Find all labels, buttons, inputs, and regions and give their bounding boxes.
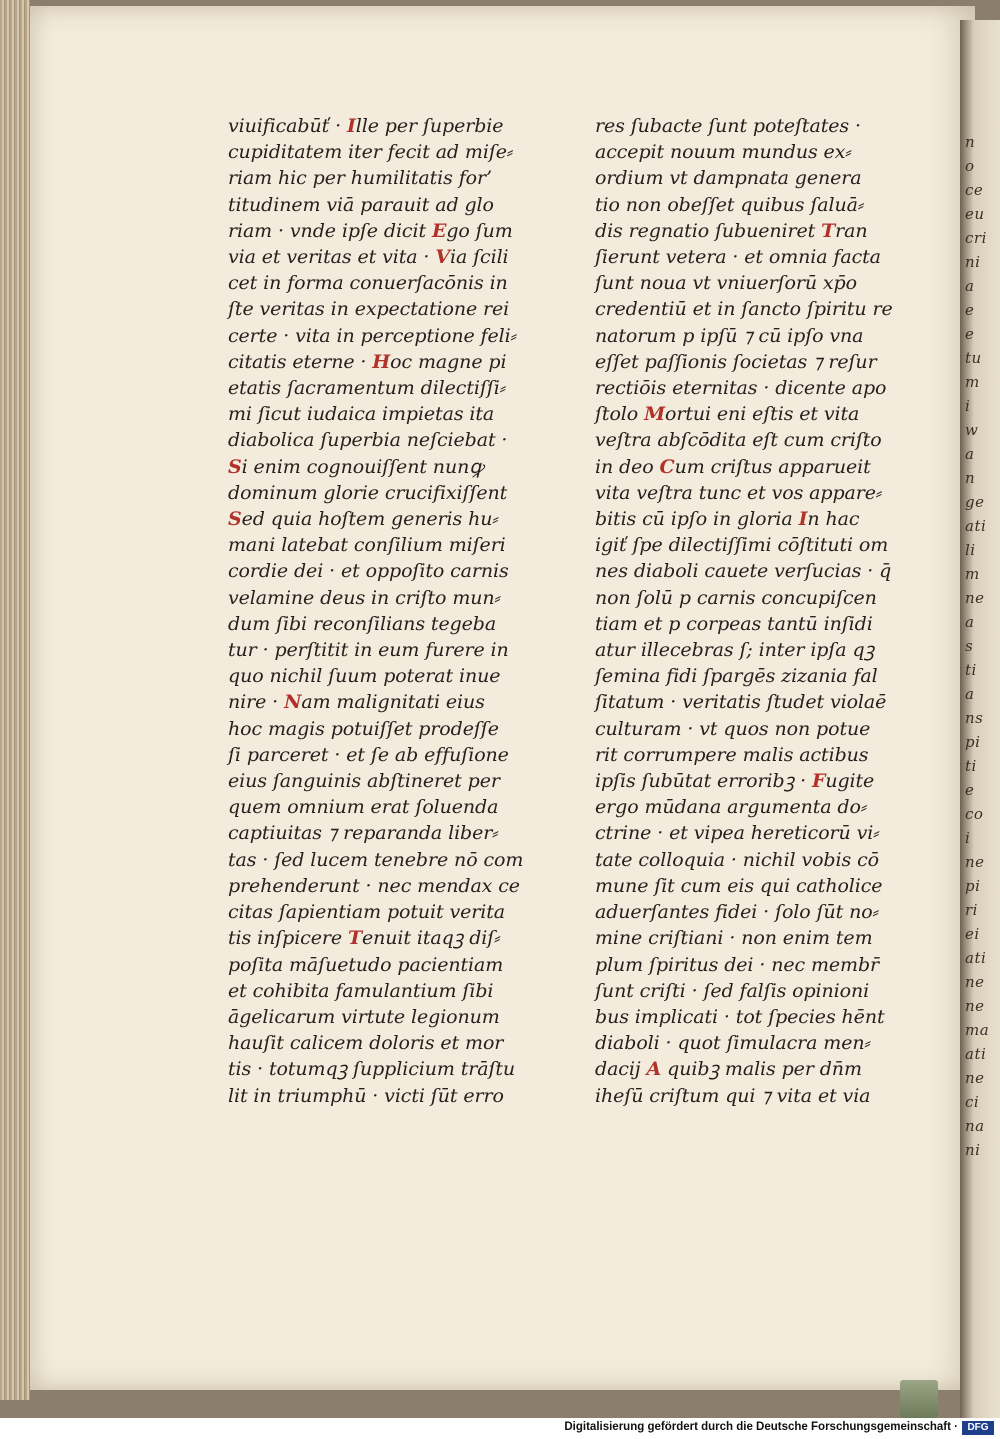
text-line xyxy=(228,192,543,218)
text-segment: ſierunt vetera · et omnia facta xyxy=(595,246,881,269)
text-segment: ugite xyxy=(825,770,875,793)
text-segment: tio non obeſſet quibus ſaluā⸗ xyxy=(595,193,865,216)
text-segment: eſſet paſſionis ſocietas ⁊ reſur xyxy=(595,350,877,373)
funding-credit: Digitalisierung gefördert durch die Deutsche Forschungsgemeinschaft · xyxy=(564,1421,958,1433)
text-line xyxy=(595,427,895,453)
text-segment: mune ſit cum eis qui catholice xyxy=(595,874,883,897)
facing-page-fragment: ne xyxy=(965,1069,985,1087)
text-segment: dacij xyxy=(595,1058,647,1081)
text-line xyxy=(228,113,543,139)
rubricated-initial: C xyxy=(659,455,675,478)
text-line xyxy=(228,165,543,191)
text-line xyxy=(595,558,895,584)
facing-page-fragment: ne xyxy=(965,997,985,1015)
text-line xyxy=(228,296,543,322)
text-segment: culturam · vt quos non potue xyxy=(595,717,871,740)
text-segment: ſemina fidi ſpargēs zizania fal xyxy=(595,665,878,688)
text-line xyxy=(595,1056,895,1082)
text-segment: natorum p ipſū ⁊ cū ipſo vna xyxy=(595,324,864,347)
text-line xyxy=(595,847,895,873)
text-segment: tur · perſtitit in eum furere in xyxy=(228,639,509,662)
facing-page-fragment: ati xyxy=(965,517,987,535)
text-segment: tate colloquia · nichil vobis cō xyxy=(595,848,879,871)
facing-page-fragment: n xyxy=(965,469,976,487)
text-line xyxy=(228,454,543,480)
text-line xyxy=(595,270,895,296)
text-line xyxy=(595,349,895,375)
facing-page-fragment: li xyxy=(965,541,976,559)
text-segment: quo nichil ſuum poterat inue xyxy=(228,665,501,688)
text-segment: nire · xyxy=(228,691,285,714)
text-segment: mi ſicut iudaica impietas ita xyxy=(228,403,495,426)
text-segment: cordie dei · et oppoſito carnis xyxy=(228,560,509,583)
facing-page-fragment: n xyxy=(965,133,976,151)
text-line xyxy=(595,952,895,978)
text-segment: ſi parceret · et ſe ab effuſione xyxy=(228,743,509,766)
text-line xyxy=(595,192,895,218)
facing-page-fragment: ati xyxy=(965,1045,987,1063)
facing-page-fragment: eu xyxy=(965,205,985,223)
dfg-logo: DFG xyxy=(962,1421,994,1435)
text-segment: hauſit calicem doloris et mor xyxy=(228,1032,504,1055)
text-segment: ergo mūdana argumenta do⸗ xyxy=(595,796,868,819)
text-segment: in deo xyxy=(595,455,660,478)
rubricated-initial: E xyxy=(431,219,447,242)
text-segment: vita veſtra tunc et vos appare⸗ xyxy=(595,481,883,504)
text-line xyxy=(228,978,543,1004)
text-line xyxy=(228,323,543,349)
text-line xyxy=(595,532,895,558)
text-line xyxy=(228,611,543,637)
rubricated-initial: I xyxy=(798,508,808,531)
facing-page-fragment: ce xyxy=(965,181,984,199)
text-line xyxy=(228,480,543,506)
text-line xyxy=(228,689,543,715)
facing-page-fragment: a xyxy=(965,685,975,703)
facing-page-fragment: ne xyxy=(965,973,985,991)
facing-page-fragment: i xyxy=(965,397,971,415)
text-segment: citatis eterne · xyxy=(228,350,373,373)
rubricated-initial: N xyxy=(284,691,302,714)
text-segment: lit in triumphū · victi ſūt erro xyxy=(228,1084,504,1107)
text-line xyxy=(595,689,895,715)
facing-page-fragment: ni xyxy=(965,1141,981,1159)
facing-page-fragment: ti xyxy=(965,661,977,679)
text-line xyxy=(595,1083,895,1109)
text-line xyxy=(228,558,543,584)
facing-page-fragment: e xyxy=(965,301,975,319)
text-line xyxy=(595,585,895,611)
text-line xyxy=(595,1004,895,1030)
text-line xyxy=(228,1004,543,1030)
facing-page-fragment: m xyxy=(965,565,980,583)
text-line xyxy=(595,742,895,768)
text-segment: hoc magis potuiſſet prodeſſe xyxy=(228,717,499,740)
text-segment: ſitatum · veritatis ſtudet violaē xyxy=(595,691,887,714)
facing-page-fragment: w xyxy=(965,421,979,439)
text-segment: oc magne pi xyxy=(390,350,507,373)
text-line xyxy=(595,768,895,794)
text-segment: aduerſantes fidei · ſolo ſūt no⸗ xyxy=(595,901,879,924)
facing-page-fragment: cri xyxy=(965,229,987,247)
text-segment: citas ſapientiam potuit verita xyxy=(228,901,505,924)
text-segment: mine criſtiani · non enim tem xyxy=(595,927,873,950)
text-line xyxy=(595,1030,895,1056)
text-segment: veſtra abſcōdita eſt cum criſto xyxy=(595,429,882,452)
text-segment: velamine deus in criſto mun⸗ xyxy=(228,586,501,609)
text-line xyxy=(595,978,895,1004)
text-line xyxy=(228,532,543,558)
facing-page-fragment: na xyxy=(965,1117,985,1135)
facing-page-fragment: ti xyxy=(965,757,977,775)
rubricated-initial: M xyxy=(644,403,665,426)
text-line xyxy=(595,925,895,951)
facing-page-fragment: s xyxy=(965,637,974,655)
rubricated-initial: A xyxy=(646,1058,662,1081)
facing-page-fragment: i xyxy=(965,829,971,847)
bookmark-ribbon xyxy=(900,1380,938,1418)
text-segment: igiť ſpe dilectiſſimi cōſtituti om xyxy=(595,534,889,557)
text-line xyxy=(595,139,895,165)
text-segment: ſtolo xyxy=(595,403,645,426)
text-segment: et cohibita famulantium ſibi xyxy=(228,979,494,1002)
text-line xyxy=(595,611,895,637)
text-segment: dominum glorie crucifixiſſent xyxy=(228,481,508,504)
text-segment: credentiū et in ſancto ſpiritu re xyxy=(595,298,893,321)
text-segment: tis · totumqꝫ ſupplicium trāſtu xyxy=(228,1058,516,1081)
rubricated-initial: I xyxy=(346,115,356,137)
text-segment: eius ſanguinis abſtineret per xyxy=(228,770,500,793)
text-segment: dis regnatio ſubueniret xyxy=(595,219,822,242)
text-segment: ſunt criſti · ſed falſis opinioni xyxy=(595,979,870,1002)
text-line xyxy=(228,244,543,270)
text-segment: cupiditatem iter fecit ad miſe⸗ xyxy=(228,141,514,164)
text-segment: titudinem viā parauit ad glo xyxy=(228,193,494,216)
text-segment: res ſubacte ſunt poteſtates · xyxy=(595,115,861,137)
text-segment: go ſum xyxy=(446,219,513,242)
text-segment: lle per ſuperbie xyxy=(355,115,504,137)
text-segment: rectiōis eternitas · dicente apo xyxy=(595,377,887,400)
text-segment: nes diaboli cauete verſucias · q̄ xyxy=(595,560,892,583)
facing-page-fragment: a xyxy=(965,613,975,631)
book-edge-left xyxy=(0,0,30,1400)
facing-page-fragment: ati xyxy=(965,949,987,967)
text-segment: tas · ſed lucem tenebre nō com xyxy=(228,848,524,871)
text-line xyxy=(228,427,543,453)
rubricated-initial: F xyxy=(811,770,826,793)
footer-bar xyxy=(0,1418,1000,1439)
text-segment: atur illecebras ſ; inter ipſa qꝫ xyxy=(595,639,875,662)
text-segment: bitis cū ipſo in gloria xyxy=(595,508,799,531)
facing-page-fragment: ci xyxy=(965,1093,980,1111)
text-segment: quibꝫ malis per dn̄m xyxy=(661,1058,862,1081)
text-line xyxy=(228,742,543,768)
text-segment: ran xyxy=(835,219,868,242)
text-line xyxy=(228,401,543,427)
facing-page-fragment: tu xyxy=(965,349,982,367)
facing-page-fragment: o xyxy=(965,157,975,175)
text-segment: non ſolū p carnis concupiſcen xyxy=(595,586,877,609)
text-line xyxy=(595,506,895,532)
text-line xyxy=(228,873,543,899)
text-line xyxy=(595,899,895,925)
text-segment: dum ſibi reconſilians tegeba xyxy=(228,612,497,635)
rubricated-initial: H xyxy=(372,350,391,373)
text-segment: poſita māſuetudo pacientiam xyxy=(228,953,504,976)
rubricated-initial: T xyxy=(347,927,362,950)
text-segment: prehenderunt · nec mendax ce xyxy=(228,874,520,897)
text-segment: ſte veritas in expectatione rei xyxy=(228,298,510,321)
text-line xyxy=(228,899,543,925)
text-segment: bus implicati · tot ſpecies hēnt xyxy=(595,1005,885,1028)
text-line xyxy=(228,637,543,663)
text-line xyxy=(228,349,543,375)
text-line xyxy=(595,480,895,506)
left-text-column xyxy=(228,113,543,1109)
text-line xyxy=(228,506,543,532)
text-line xyxy=(595,820,895,846)
text-segment: mani latebat conſilium miſeri xyxy=(228,534,506,557)
text-segment: accepit nouum mundus ex⸗ xyxy=(595,141,852,164)
facing-page-fragment: e xyxy=(965,781,975,799)
text-line xyxy=(228,952,543,978)
facing-page-text xyxy=(965,130,1000,1180)
text-line xyxy=(228,794,543,820)
text-line xyxy=(228,716,543,742)
text-line xyxy=(595,218,895,244)
text-segment: āgelicarum virtute legionum xyxy=(228,1005,500,1028)
rubricated-initial: S xyxy=(228,455,242,478)
text-segment: viuificabūť · xyxy=(228,115,347,137)
text-line xyxy=(595,113,895,139)
text-segment: tiam et p corpeas tantū inſidi xyxy=(595,612,873,635)
facing-page-fragment: ge xyxy=(965,493,985,511)
text-line xyxy=(228,218,543,244)
rubricated-initial: V xyxy=(435,246,450,269)
text-segment: via et veritas et vita · xyxy=(228,246,436,269)
text-line xyxy=(228,820,543,846)
text-line xyxy=(228,1056,543,1082)
text-segment: diabolica ſuperbia neſciebat · xyxy=(228,429,508,452)
text-segment: ipſis ſubūtat erroribꝫ · xyxy=(595,770,812,793)
text-segment: ſunt noua vt vniuerſorū xp̄o xyxy=(595,272,857,295)
facing-page-fragment: co xyxy=(965,805,984,823)
text-segment: cet in forma conuerſacōnis in xyxy=(228,272,508,295)
facing-page-fragment: ne xyxy=(965,589,985,607)
text-line xyxy=(228,270,543,296)
right-text-column xyxy=(595,113,895,1109)
facing-page-fragment: a xyxy=(965,445,975,463)
rubricated-initial: S xyxy=(228,508,242,531)
text-line xyxy=(595,873,895,899)
text-line xyxy=(228,1030,543,1056)
text-segment: tis inſpicere xyxy=(228,927,348,950)
text-segment: ia ſcili xyxy=(449,246,509,269)
text-line xyxy=(228,375,543,401)
text-line xyxy=(228,847,543,873)
facing-page-fragment: ne xyxy=(965,853,985,871)
text-line xyxy=(595,663,895,689)
text-segment: ortui eni eſtis et vita xyxy=(665,403,860,426)
facing-page-fragment: a xyxy=(965,277,975,295)
facing-page-fragment: ei xyxy=(965,925,980,943)
text-segment: n hac xyxy=(807,508,860,531)
text-segment: riam · vnde ipſe dicit xyxy=(228,219,432,242)
text-segment: etatis ſacramentum dilectiſſi⸗ xyxy=(228,377,506,400)
text-line xyxy=(228,585,543,611)
text-segment: diaboli · quot ſimulacra men⸗ xyxy=(595,1032,871,1055)
text-line xyxy=(595,716,895,742)
facing-page-fragment: e xyxy=(965,325,975,343)
text-line xyxy=(595,244,895,270)
text-segment: am malignitati eius xyxy=(301,691,485,714)
text-line xyxy=(595,296,895,322)
text-segment: enuit itaqꝫ diſ⸗ xyxy=(362,927,501,950)
facing-page-fragment: ni xyxy=(965,253,981,271)
text-segment: certe · vita in perceptione feli⸗ xyxy=(228,324,517,347)
text-segment: iheſū criſtum qui ⁊ vita et via xyxy=(595,1084,871,1107)
text-line xyxy=(595,454,895,480)
rubricated-initial: T xyxy=(821,219,836,242)
text-segment: ordium vt dampnata genera xyxy=(595,167,862,190)
text-segment: um criſtus apparueit xyxy=(674,455,871,478)
text-line xyxy=(595,401,895,427)
facing-page-fragment: ma xyxy=(965,1021,990,1039)
facing-page-fragment: ns xyxy=(965,709,984,727)
text-segment: ed quia hoſtem generis hu⸗ xyxy=(241,508,499,531)
facing-page-fragment: pi xyxy=(965,733,981,751)
text-line xyxy=(228,768,543,794)
text-line xyxy=(595,165,895,191)
text-line xyxy=(228,663,543,689)
text-segment: riam hic per humilitatis for’ xyxy=(228,167,492,190)
text-segment: ctrine · et vipea hereticorū vi⸗ xyxy=(595,822,880,845)
facing-page-fragment: pi xyxy=(965,877,981,895)
text-line xyxy=(595,637,895,663)
text-line xyxy=(228,1083,543,1109)
text-line xyxy=(595,375,895,401)
text-segment: plum ſpiritus dei · nec membr̄ xyxy=(595,953,880,976)
text-line xyxy=(228,925,543,951)
text-segment: captiuitas ⁊ reparanda liber⸗ xyxy=(228,822,499,845)
text-line xyxy=(595,794,895,820)
text-line xyxy=(595,323,895,349)
text-segment: rit corrumpere malis actibus xyxy=(595,743,869,766)
text-line xyxy=(228,139,543,165)
text-segment: i enim cognouiſſent nunꝙ xyxy=(241,455,484,478)
facing-page-fragment: ri xyxy=(965,901,978,919)
facing-page-fragment: m xyxy=(965,373,980,391)
text-segment: quem omnium erat ſoluenda xyxy=(228,796,499,819)
